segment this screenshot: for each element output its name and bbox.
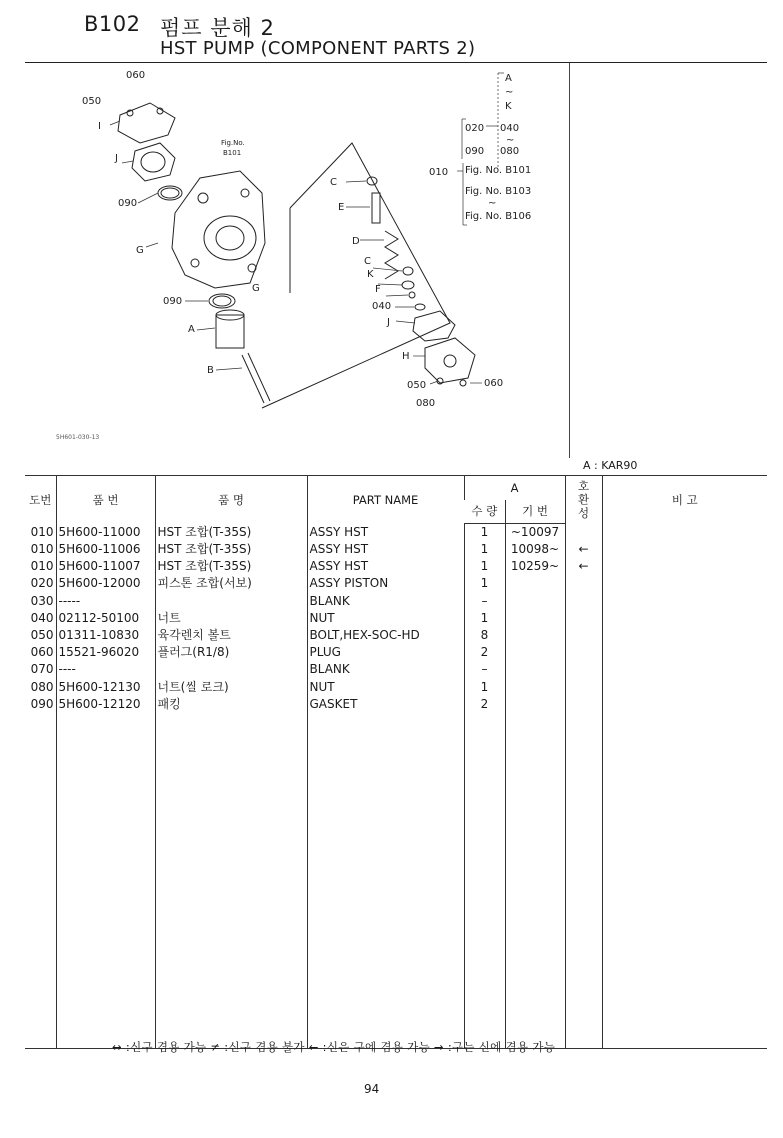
cell-remarks (602, 524, 767, 542)
cell-part-no: 02112-50100 (56, 610, 155, 627)
exploded-view-diagram (0, 63, 570, 463)
tree-020: 020 (465, 123, 485, 134)
rod-b (242, 355, 264, 403)
cell-name-ko: HST 조합(T-35S) (155, 524, 307, 542)
gasket-j-right (413, 311, 455, 341)
cell-name-ko: 플러그(R1/8) (155, 644, 307, 661)
cell-qty: – (464, 661, 505, 678)
cell-qty: 2 (464, 644, 505, 661)
cell-interchange: ← (565, 558, 602, 575)
cell-part-no: 01311-10830 (56, 627, 155, 644)
cell-qty: – (464, 593, 505, 610)
table-row (25, 627, 767, 644)
cell-name-ko (155, 661, 307, 678)
diagram-code: 5H601-030-13 (56, 434, 100, 441)
tree-tilde-3: ~ (488, 198, 497, 209)
cell-name-en: BLANK (307, 593, 464, 610)
gasket-j-left (132, 143, 175, 181)
cell-ref: 080 (30, 679, 54, 694)
cell-ref: 030 (30, 593, 54, 608)
header-ref: 도번 (25, 476, 56, 524)
header-part-no: 품 번 (56, 476, 155, 524)
cell-serial (505, 696, 565, 713)
callout-040: 040 (372, 301, 392, 312)
callout-b: B (207, 365, 214, 376)
spring-d (385, 231, 398, 279)
callout-h: H (402, 351, 410, 362)
callout-g-a: G (136, 245, 144, 256)
callout-j-left: J (115, 153, 118, 164)
callout-i: I (98, 121, 101, 132)
cell-serial (505, 575, 565, 592)
table-row (25, 644, 767, 661)
tree-fig-2: Fig. No. B103 (465, 186, 532, 197)
cell-name-ko: 너트(씰 로크) (155, 679, 307, 696)
cell-serial: ~10097 (505, 524, 565, 542)
cell-ref: 010 (30, 559, 54, 574)
cell-serial (505, 679, 565, 696)
cell-ref: 070 (30, 662, 54, 677)
table-row (25, 593, 767, 610)
model-note: A : KAR90 (583, 459, 638, 472)
table-row (25, 524, 767, 542)
cell-interchange (565, 679, 602, 696)
cell-name-en: ASSY HST (307, 524, 464, 542)
cell-interchange (565, 524, 602, 542)
cell-name-ko: 너트 (155, 610, 307, 627)
cell-remarks (602, 541, 767, 558)
cell-remarks (602, 575, 767, 592)
cell-ref: 050 (30, 628, 54, 643)
table-row (25, 696, 767, 713)
cell-name-en: NUT (307, 679, 464, 696)
callout-f: F (375, 284, 381, 295)
cell-name-en: PLUG (307, 644, 464, 661)
tree-k: K (505, 101, 512, 112)
cell-remarks (602, 610, 767, 627)
cell-remarks (602, 627, 767, 644)
callout-060-top: 060 (126, 70, 146, 81)
cell-qty: 1 (464, 524, 505, 542)
callout-e: E (338, 202, 345, 213)
header-name-ko: 품 명 (155, 476, 307, 524)
page-title-english: HST PUMP (COMPONENT PARTS 2) (160, 38, 476, 59)
tree-tilde-2: ~ (506, 135, 515, 146)
header-remarks: 비 고 (602, 476, 767, 524)
header-qty: 수 량 (464, 500, 505, 524)
cell-part-no: 5H600-12130 (56, 679, 155, 696)
callout-c-a: C (330, 177, 337, 188)
cell-name-en: ASSY HST (307, 558, 464, 575)
cell-remarks (602, 696, 767, 713)
callout-c-b: C (364, 256, 371, 267)
cell-ref: 020 (30, 576, 54, 591)
callout-k: K (367, 269, 374, 280)
cell-part-no: 5H600-12120 (56, 696, 155, 713)
cell-name-en: NUT (307, 610, 464, 627)
header-name-en: PART NAME (307, 476, 464, 524)
cell-name-ko (155, 593, 307, 610)
cell-ref: 090 (30, 696, 54, 711)
cell-remarks (602, 644, 767, 661)
cell-serial: 10259~ (505, 558, 565, 575)
cell-interchange (565, 610, 602, 627)
cell-name-en: BOLT,HEX-SOC-HD (307, 627, 464, 644)
cell-serial (505, 593, 565, 610)
cell-ref: 040 (30, 610, 54, 625)
cover-plate-i (118, 103, 175, 143)
cell-name-en: ASSY PISTON (307, 575, 464, 592)
page-title-korean: 펌프 분해 2 (160, 16, 275, 40)
table-row (25, 679, 767, 696)
shaft-e (372, 193, 380, 223)
cell-ref: 010 (30, 542, 54, 557)
pump-body (172, 171, 265, 288)
callout-a: A (188, 324, 195, 335)
cell-part-no: 5H600-11007 (56, 558, 155, 575)
callout-050-top: 050 (82, 96, 102, 107)
callout-d: D (352, 236, 360, 247)
tree-a: A (505, 73, 512, 84)
cell-ref: 060 (30, 645, 54, 660)
cell-interchange (565, 644, 602, 661)
callout-j-right: J (387, 317, 390, 328)
cell-name-ko: 패킹 (155, 696, 307, 713)
callout-fig-ref: B101 (223, 149, 242, 157)
cell-name-en: GASKET (307, 696, 464, 713)
cell-part-no: 5H600-11000 (56, 524, 155, 542)
callout-g-b: G (252, 283, 260, 294)
cell-qty: 1 (464, 575, 505, 592)
catalog-code: B102 (84, 12, 141, 36)
cell-remarks (602, 593, 767, 610)
table-row (25, 558, 767, 575)
interchange-legend: ↔ :신구 겸용 가능 ≠ :신구 겸용 불가 ← :신은 구에 겸용 가능 → :구는 신에 겸용 가능 (112, 1040, 556, 1054)
tree-090: 090 (465, 146, 485, 157)
tree-010: 010 (429, 167, 449, 178)
cell-remarks (602, 661, 767, 678)
cell-part-no: 5H600-11006 (56, 541, 155, 558)
cell-interchange (565, 627, 602, 644)
cell-serial (505, 627, 565, 644)
callout-090-b: 090 (163, 296, 183, 307)
cell-qty: 1 (464, 679, 505, 696)
cover-h (425, 338, 475, 383)
callout-050-b: 050 (407, 380, 427, 391)
cell-name-ko: HST 조합(T-35S) (155, 541, 307, 558)
cell-name-en: ASSY HST (307, 541, 464, 558)
cell-name-ko: 육각렌치 볼트 (155, 627, 307, 644)
cell-name-ko: HST 조합(T-35S) (155, 558, 307, 575)
cell-name-ko: 피스톤 조합(서보) (155, 575, 307, 592)
cell-part-no: 5H600-12000 (56, 575, 155, 592)
callout-090-a: 090 (118, 198, 138, 209)
cell-interchange (565, 696, 602, 713)
cell-qty: 1 (464, 610, 505, 627)
header-interchange: 호환성 (565, 476, 602, 524)
callout-080: 080 (416, 398, 436, 409)
callout-fig-no: Fig.No. (221, 139, 245, 147)
cell-interchange (565, 593, 602, 610)
parts-table (25, 475, 767, 1049)
callout-060-b: 060 (484, 378, 504, 389)
cell-serial (505, 610, 565, 627)
cell-interchange (565, 661, 602, 678)
tree-fig-1: Fig. No. B101 (465, 165, 532, 176)
header-serial: 기 번 (505, 500, 565, 524)
cell-qty: 2 (464, 696, 505, 713)
cell-interchange (565, 575, 602, 592)
cell-serial (505, 644, 565, 661)
header-group: A (464, 476, 565, 500)
cell-serial: 10098~ (505, 541, 565, 558)
cell-interchange: ← (565, 541, 602, 558)
tree-tilde-1: ~ (505, 87, 514, 98)
tree-fig-3: Fig. No. B106 (465, 211, 532, 222)
tree-040: 040 (500, 123, 520, 134)
cell-remarks (602, 558, 767, 575)
table-empty-space (25, 713, 767, 1049)
cell-ref: 010 (30, 524, 54, 539)
cell-qty: 1 (464, 541, 505, 558)
cell-qty: 8 (464, 627, 505, 644)
tree-080: 080 (500, 146, 520, 157)
cell-part-no: 15521-96020 (56, 644, 155, 661)
cell-name-en: BLANK (307, 661, 464, 678)
cell-part-no: ---- (56, 661, 155, 678)
table-row (25, 610, 767, 627)
table-row (25, 661, 767, 678)
page-number: 94 (364, 1082, 380, 1096)
cell-part-no: ----- (56, 593, 155, 610)
cell-serial (505, 661, 565, 678)
table-row (25, 575, 767, 592)
cell-qty: 1 (464, 558, 505, 575)
cell-remarks (602, 679, 767, 696)
table-row (25, 541, 767, 558)
